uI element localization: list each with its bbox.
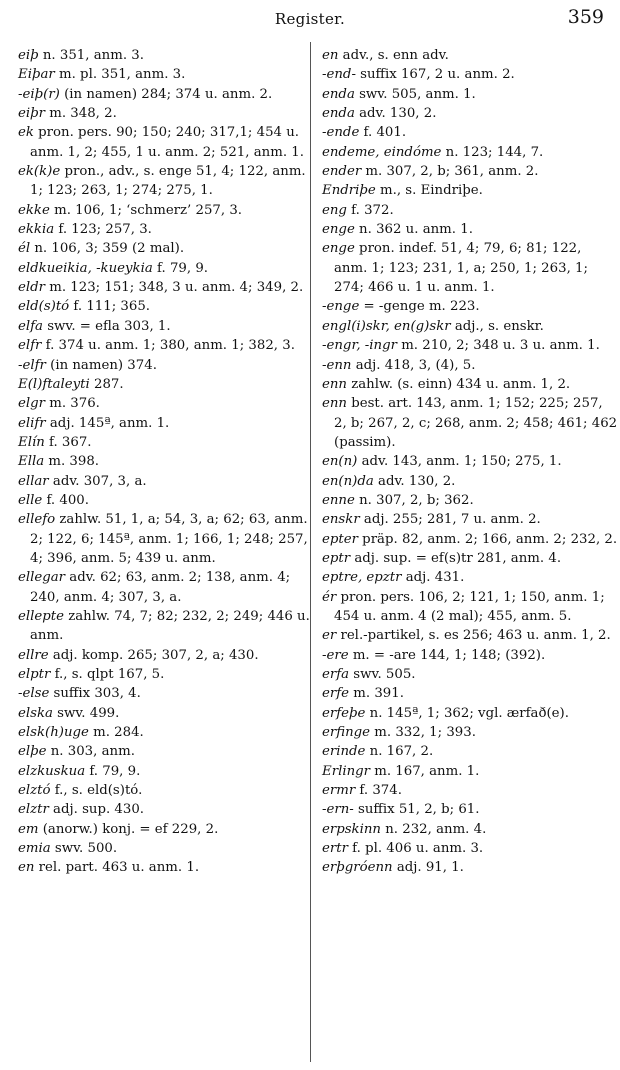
entry-headword: ekke <box>18 202 50 218</box>
index-entry <box>322 297 618 316</box>
entry-references: = -genge m. 223. <box>359 299 480 315</box>
entry-references: adj. 145ª, anm. 1. <box>45 415 170 431</box>
entry-references: m. 332, 1; 393. <box>370 725 476 741</box>
index-entry <box>18 375 314 394</box>
index-entry <box>18 201 314 220</box>
index-entry <box>322 162 618 181</box>
index-entry <box>322 704 618 723</box>
entry-references: n. 167, 2. <box>365 744 434 760</box>
entry-references: adj., s. enskr. <box>450 318 544 334</box>
entry-references: 287. <box>89 376 124 392</box>
index-entry <box>18 704 314 723</box>
entry-references: swv. 499. <box>52 705 120 721</box>
index-entry <box>322 549 618 568</box>
index-entry <box>18 394 314 413</box>
entry-headword: eng <box>322 202 347 218</box>
index-entry <box>322 104 618 123</box>
entry-references: m. 348, 2. <box>45 106 117 122</box>
index-entry <box>18 433 314 452</box>
index-entry <box>322 143 618 162</box>
index-entry <box>18 723 314 742</box>
entry-references: f. 79, 9. <box>152 260 208 276</box>
entry-headword: E(l)ftaleyti <box>18 376 90 392</box>
entry-references: suffix 167, 2 u. anm. 2. <box>355 67 515 83</box>
index-entry <box>322 239 618 297</box>
entry-headword: enda <box>322 86 355 102</box>
entry-headword: erfe <box>322 686 350 702</box>
entry-references: zahlw. 74, 7; 82; 232, 2; 249; 446 u. anm. <box>30 608 310 644</box>
entry-headword: -enge <box>322 299 360 315</box>
entry-headword: -engr, -ingr <box>322 338 397 354</box>
index-entry <box>18 684 314 703</box>
entry-references: f. pl. 406 u. anm. 3. <box>347 841 484 857</box>
entry-references: adv. 143, anm. 1; 150; 275, 1. <box>357 454 562 470</box>
entry-headword: enge <box>322 241 355 257</box>
index-entry <box>322 336 618 355</box>
index-entry <box>18 742 314 761</box>
index-entry <box>18 336 314 355</box>
entry-headword: eldr <box>18 280 45 296</box>
entry-headword: eldkueikia, -kueykia <box>18 260 153 276</box>
entry-references: f., s. qlpt 167, 5. <box>50 667 165 682</box>
index-entry <box>18 65 314 84</box>
entry-references: f. 374 u. anm. 1; 380, anm. 1; 382, 3. <box>41 338 295 354</box>
entry-references: pron. indef. 51, 4; 79, 6; 81; 122, anm. 1; 123; 231, 1, a; 250, 1; 263, 1; 274; 466 u. 1 u. anm. 1. <box>334 241 588 296</box>
index-entry <box>322 375 618 394</box>
index-entry <box>322 665 618 684</box>
entry-headword: em <box>18 821 39 837</box>
entry-headword: -else <box>18 686 50 702</box>
index-entry <box>18 46 314 65</box>
index-entry <box>322 568 618 587</box>
entry-references: best. art. 143, anm. 1; 152; 225; 257, 2, b; 267, 2, c; 268, anm. 2; 458; 461; 462 (passim). <box>334 396 618 450</box>
index-entry <box>18 839 314 858</box>
index-entry <box>322 781 618 800</box>
page-header <box>0 6 620 34</box>
entry-headword: enn <box>322 396 347 412</box>
entry-references: m. 106, 1; ‘schmerz’ 257, 3. <box>49 202 243 218</box>
entry-headword: Endriþe <box>322 183 376 199</box>
index-entry <box>18 259 314 278</box>
entry-references: suffix 51, 2, b; 61. <box>353 802 480 818</box>
index-entry <box>322 723 618 742</box>
entry-headword: ertr <box>322 841 348 857</box>
index-entry <box>322 858 618 877</box>
entry-references: n. 232, anm. 4. <box>381 821 487 837</box>
entry-headword: ellar <box>18 473 49 489</box>
entry-headword: elifr <box>18 415 46 431</box>
index-entry <box>322 839 618 858</box>
index-entry <box>322 762 618 781</box>
entry-headword: enda <box>322 106 355 122</box>
index-entry <box>18 317 314 336</box>
index-entry <box>322 646 618 665</box>
entry-headword: -enn <box>322 357 352 373</box>
index-entry <box>18 510 314 568</box>
entry-references: n. 123; 144, 7. <box>441 144 544 160</box>
entry-headword: elztr <box>18 802 49 818</box>
entry-headword: ekkia <box>18 222 55 238</box>
index-entry <box>18 162 314 201</box>
entry-references: adv. 130, 2. <box>373 473 456 489</box>
index-entry <box>18 665 314 684</box>
entry-references: adj. sup. = ef(s)tr 281, anm. 4. <box>350 550 562 566</box>
index-entry <box>18 781 314 800</box>
entry-headword: endeme, eindóme <box>322 144 442 160</box>
entry-headword: erfa <box>322 667 350 682</box>
entry-headword: enne <box>322 492 355 508</box>
entry-references: adj. 418, 3, (4), 5. <box>351 357 476 373</box>
index-entry <box>322 510 618 529</box>
index-entry <box>18 414 314 433</box>
entry-references: m. 123; 151; 348, 3 u. anm. 4; 349, 2. <box>45 280 304 296</box>
index-entry <box>322 742 618 761</box>
entry-headword: eptr <box>322 550 351 566</box>
entry-headword: elzkuskua <box>18 763 86 779</box>
entry-references: m. 210, 2; 348 u. 3 u. anm. 1. <box>396 338 600 354</box>
entry-headword: elsk(h)uge <box>18 725 89 741</box>
index-entry <box>322 181 618 200</box>
entry-headword: eiþr <box>18 106 45 122</box>
index-entry <box>18 452 314 471</box>
entry-headword: erinde <box>322 744 366 760</box>
entry-headword: enn <box>322 376 347 392</box>
entry-headword: elska <box>18 705 53 721</box>
entry-headword: elfr <box>18 338 42 354</box>
entry-references: n. 362 u. anm. 1. <box>354 222 473 238</box>
entry-references: (anorw.) konj. = ef 229, 2. <box>38 821 219 837</box>
entry-references: m. 307, 2, b; 361, anm. 2. <box>361 164 539 180</box>
entry-headword: enge <box>322 222 355 238</box>
entry-references: m. = -are 144, 1; 148; (392). <box>348 647 546 663</box>
index-entry <box>322 317 618 336</box>
entry-headword: elgr <box>18 396 45 412</box>
entry-references: zahlw. (s. einn) 434 u. anm. 1, 2. <box>347 376 571 392</box>
entry-references: swv. 505, anm. 1. <box>354 86 476 102</box>
index-entry <box>322 820 618 839</box>
entry-headword: ender <box>322 164 362 180</box>
entry-headword: elþe <box>18 744 47 760</box>
entry-references: (in namen) 284; 374 u. anm. 2. <box>59 86 273 102</box>
entry-headword: -elfr <box>18 357 46 373</box>
index-entry <box>322 684 618 703</box>
entry-headword: Eiþar <box>18 67 55 83</box>
entry-references: n. 351, anm. 3. <box>38 48 144 63</box>
entry-references: n. 303, anm. <box>46 744 135 760</box>
entry-references: m. 284. <box>88 725 144 741</box>
index-entry <box>322 65 618 84</box>
index-entry <box>322 472 618 491</box>
entry-references: f. 79, 9. <box>85 763 141 779</box>
index-entry <box>322 85 618 104</box>
index-entry <box>18 607 314 646</box>
entry-headword: en <box>18 860 35 876</box>
index-entry <box>18 239 314 258</box>
index-entry <box>18 297 314 316</box>
entry-references: adv., s. enn adv. <box>338 48 449 63</box>
entry-headword: emia <box>18 841 51 857</box>
entry-headword: elfa <box>18 318 43 334</box>
entry-references: f. 400. <box>42 492 89 508</box>
entry-references: f. 123; 257, 3. <box>54 222 152 238</box>
entry-headword: él <box>18 241 31 257</box>
entry-headword: ellegar <box>18 570 66 586</box>
entry-headword: -end- <box>322 67 356 83</box>
entry-references: adv. 130, 2. <box>354 106 437 122</box>
entry-headword: ér <box>322 589 337 605</box>
entry-references: adj. 255; 281, 7 u. anm. 2. <box>359 512 541 528</box>
entry-headword: eiþ <box>18 48 39 63</box>
entry-references: m. 391. <box>349 686 404 702</box>
index-entry <box>18 278 314 297</box>
index-entry <box>18 858 314 877</box>
entry-references: swv. 505. <box>349 667 416 682</box>
entry-references: n. 307, 2, b; 362. <box>354 492 474 508</box>
entry-references: adj. komp. 265; 307, 2, a; 430. <box>48 647 259 663</box>
index-entry <box>18 472 314 491</box>
entry-headword: erfinge <box>322 725 371 741</box>
entry-references: rel.-partikel, s. es 256; 463 u. anm. 1, 2. <box>336 628 611 644</box>
index-entry <box>18 800 314 819</box>
index-entry <box>322 800 618 819</box>
entry-references: swv. 500. <box>50 841 118 857</box>
entry-references: zahlw. 51, 1, a; 54, 3, a; 62; 63, anm. 2; 122, 6; 145ª, anm. 1; 166, 1; 248; 257, 4; 396, anm. 5; 439 u. anm. <box>30 512 308 566</box>
index-entry <box>18 491 314 510</box>
index-entry <box>18 123 314 162</box>
entry-references: f. 367. <box>44 434 92 450</box>
entry-headword: ellefo <box>18 512 56 528</box>
index-entry <box>322 46 618 65</box>
entry-headword: elptr <box>18 667 51 682</box>
entry-headword: er <box>322 628 337 644</box>
index-entry <box>322 220 618 239</box>
page-number: 359 <box>567 6 604 28</box>
entry-headword: erfeþe <box>322 705 366 721</box>
index-entry <box>18 104 314 123</box>
entry-headword: engl(i)skr, en(g)skr <box>322 318 451 334</box>
entry-references: m., s. Eindriþe. <box>375 183 483 199</box>
entry-headword: ellepte <box>18 608 64 624</box>
entry-references: f. 401. <box>359 125 407 141</box>
entry-references: m. 398. <box>44 454 100 470</box>
entry-headword: Elín <box>18 434 45 450</box>
index-entry <box>322 530 618 549</box>
entry-headword: ellre <box>18 647 49 663</box>
index-entry <box>322 394 618 452</box>
entry-references: pron. pers. 90; 150; 240; 317,1; 454 u. anm. 1, 2; 455, 1 u. anm. 2; 521, anm. 1. <box>30 125 304 160</box>
index-entry <box>18 568 314 607</box>
entry-headword: elztó <box>18 783 51 799</box>
entry-headword: en(n) <box>322 454 358 470</box>
index-entry <box>322 452 618 471</box>
running-title: Register. <box>274 10 346 28</box>
entry-references: m. 376. <box>45 396 100 412</box>
entry-headword: en(n)da <box>322 473 374 489</box>
index-entry <box>322 201 618 220</box>
entry-references: adj. sup. 430. <box>48 802 145 818</box>
entry-headword: en <box>322 48 339 63</box>
index-entry <box>18 820 314 839</box>
entry-headword: eld(s)tó <box>18 299 70 315</box>
entry-headword: erpskinn <box>322 821 381 837</box>
left-column <box>18 46 314 878</box>
entry-references: n. 106, 3; 359 (2 mal). <box>30 241 185 257</box>
entry-references: suffix 303, 4. <box>49 686 141 702</box>
entry-references: adj. 91, 1. <box>392 860 464 876</box>
entry-headword: -eiþ(r) <box>18 86 60 102</box>
entry-headword: ermr <box>322 783 356 799</box>
entry-references: rel. part. 463 u. anm. 1. <box>34 860 200 876</box>
entry-headword: enskr <box>322 512 360 528</box>
entry-headword: ek <box>18 125 34 141</box>
entry-headword: -ern- <box>322 802 354 818</box>
entry-references: adj. 431. <box>401 570 465 586</box>
entry-references: m. pl. 351, anm. 3. <box>54 67 186 83</box>
index-entry <box>322 356 618 375</box>
index-entry <box>322 626 618 645</box>
index-entry <box>322 491 618 510</box>
index-entry <box>18 762 314 781</box>
entry-headword: ek(k)e <box>18 164 61 180</box>
index-entry <box>322 588 618 627</box>
entry-references: f. 374. <box>355 783 402 799</box>
entry-headword: Ella <box>18 454 45 470</box>
entry-references: adv. 307, 3, a. <box>48 473 147 489</box>
entry-references: swv. = efla 303, 1. <box>42 318 171 334</box>
index-entry <box>18 220 314 239</box>
entry-headword: erþgróenn <box>322 860 393 876</box>
entry-references: pron., adv., s. enge 51, 4; 122, anm. 1; 123; 263, 1; 274; 275, 1. <box>30 164 306 199</box>
entry-references: f., s. eld(s)tó. <box>50 783 143 799</box>
entry-headword: Erlingr <box>322 763 370 779</box>
entry-references: pron. pers. 106, 2; 121, 1; 150, anm. 1; 454 u. anm. 4 (2 mal); 455, anm. 5. <box>334 589 605 624</box>
index-entry <box>18 356 314 375</box>
entry-references: präp. 82, anm. 2; 166, anm. 2; 232, 2. <box>357 531 618 547</box>
entry-references: f. 372. <box>346 202 394 218</box>
index-entry <box>18 85 314 104</box>
entry-headword: epter <box>322 531 358 547</box>
entry-references: m. 167, anm. 1. <box>370 763 480 779</box>
index-entry <box>18 646 314 665</box>
entry-references: (in namen) 374. <box>45 357 157 373</box>
entry-headword: eptre, epztr <box>322 570 402 586</box>
entry-references: f. 111; 365. <box>69 299 151 315</box>
entry-headword: -ere <box>322 647 349 663</box>
entry-references: adv. 62; 63, anm. 2; 138, anm. 4; 240, anm. 4; 307, 3, a. <box>30 570 291 605</box>
index-entry <box>322 123 618 142</box>
right-column <box>322 46 618 878</box>
entry-headword: elle <box>18 492 43 508</box>
entry-references: n. 145ª, 1; 362; vgl. ærfað(e). <box>365 705 569 721</box>
entry-headword: -ende <box>322 125 360 141</box>
